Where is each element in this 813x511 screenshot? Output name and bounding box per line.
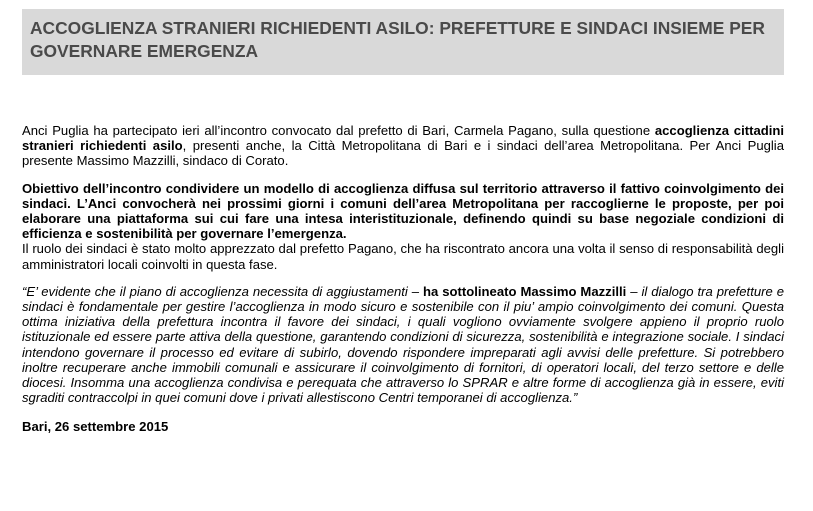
intro-bold-text: accoglienza cittadini stranieri richiedenti asilo [22,123,784,154]
title-banner [22,9,784,75]
dateline: Bari, 26 settembre 2015 [22,419,169,435]
page-title: ACCOGLIENZA STRANIERI RICHIEDENTI ASILO: PREFETTURE E SINDACI INSIEME PER GOVERNARE EMERGENZA [30,18,765,61]
objective-paragraph: Obiettivo dell’incontro condividere un modello di accoglienza diffusa sul territorio attraverso il fattivo coinvolgimento dei sindaci. L’Anci convocherà nei prossimi giorni i comuni dell’area Metropolitana per raccoglierne le proposte, per poi elaborare una piattaforma sui cui fare una intesa interistituzionale, definendo quindi su base negoziale condizioni di efficienza e sostenibilità per governare l’emergenza. [22,180,784,242]
article-body [22,123,784,435]
quote-text-1: “E’ evidente che il piano di accoglienza necessita di aggiustamenti – [22,283,424,299]
quote-text-2: – il dialogo tra prefetture e sindaci è fondamentale per gestire l’accoglienza in modo sicuro e sostenibile con il piu’ ampio coinvolgimento dei comuni. Questa ottima iniziativa della prefettura incontra il favore dei sindaci, i quali vogliono ovviamente svolgere appieno il proprio ruolo istituzionale ed essere parte attiva della questione, garantendo condizioni di sicurezza, sostenibilità e integrazione sociale. I sindaci intendono governare il processo ed evitare di subirlo, dovendo rispondere impreparati agli avvisi delle prefetture. Si potrebbero inoltre recuperare anche immobili comunali e assicurare il coinvolgimento di fornitori, di operatori locali, del terzo settore e delle diocesi. Insomma una accoglienza condivisa e perequata che attraverso lo SPRAR e altre forme di accoglienza già in essere, eviti sgraditi contraccolpi in quei comuni dove i privati allestiscono Centri temporanei di accoglienza.” [22,283,785,406]
quote-paragraph [22,284,784,406]
quote-attribution: ha sottolineato Massimo Mazzilli [423,283,627,299]
intro-text-2: , presenti anche, la Città Metropolitana di Bari e i sindaci dell’area Metropolitana. Per Anci Puglia presente Massimo Mazzilli, sindaco di Corato. [22,138,784,169]
intro-paragraph [22,123,784,169]
intro-text-1: Anci Puglia ha partecipato ieri all’incontro convocato dal prefetto di Bari, Carmela Pagano, sulla questione [22,123,655,138]
role-paragraph: Il ruolo dei sindaci è stato molto apprezzato dal prefetto Pagano, che ha riscontrato ancora una volta il senso di responsabilità degli amministratori locali coinvolti in questa fase. [22,241,784,272]
